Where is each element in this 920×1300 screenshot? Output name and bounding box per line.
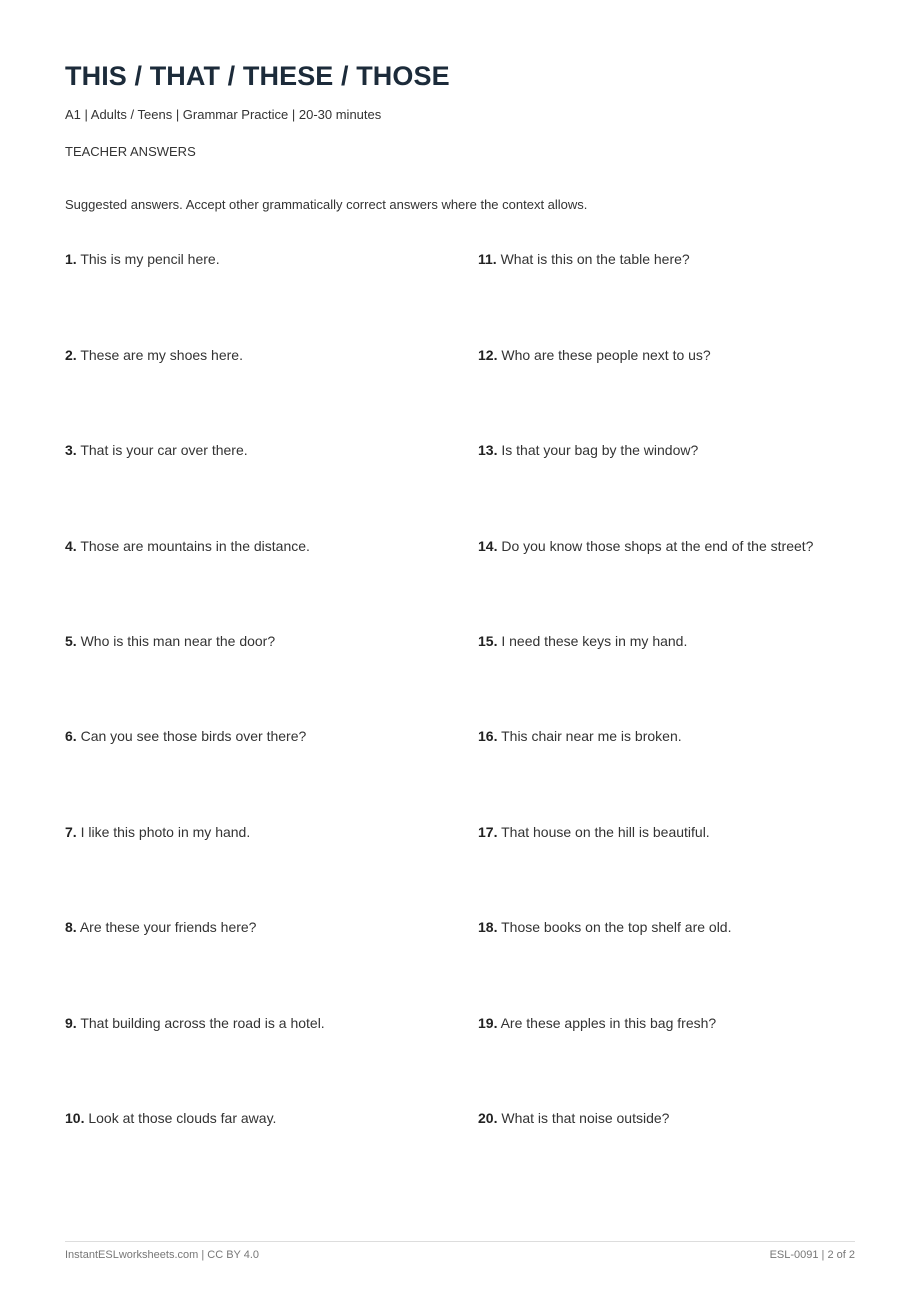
answer-text: That is your car over there.	[80, 442, 248, 458]
answer-item	[478, 918, 731, 936]
answer-item	[65, 918, 256, 936]
answer-number: 12.	[478, 347, 498, 363]
answer-number: 3.	[65, 442, 77, 458]
answer-item	[478, 823, 710, 841]
answer-number: 4.	[65, 538, 77, 554]
answer-text: Do you know those shops at the end of the street?	[501, 538, 814, 554]
answer-text: That house on the hill is beautiful.	[501, 824, 710, 840]
answer-number: 9.	[65, 1015, 77, 1031]
answer-item	[478, 727, 682, 745]
answer-number: 6.	[65, 728, 77, 744]
answer-number: 20.	[478, 1110, 498, 1126]
answer-item	[478, 346, 711, 364]
answer-item	[478, 1109, 669, 1127]
answer-item	[478, 1014, 716, 1032]
answer-item	[65, 441, 248, 459]
answer-number: 13.	[478, 442, 498, 458]
answer-item	[65, 346, 243, 364]
answer-item	[65, 727, 306, 745]
answer-number: 11.	[478, 251, 497, 267]
answer-item	[65, 823, 250, 841]
answer-text: Who is this man near the door?	[80, 633, 276, 649]
answer-text: Those are mountains in the distance.	[80, 538, 310, 554]
answer-text: Are these apples in this bag fresh?	[500, 1015, 717, 1031]
answer-text: Is that your bag by the window?	[501, 442, 699, 458]
answer-item	[478, 441, 698, 459]
worksheet-meta: A1 | Adults / Teens | Grammar Practice | 20-30 minutes	[65, 107, 382, 122]
instructions: Suggested answers. Accept other grammatically correct answers where the context allows.	[65, 197, 588, 212]
answer-item	[65, 632, 275, 650]
answer-text: Those books on the top shelf are old.	[501, 919, 732, 935]
answer-text: Who are these people next to us?	[501, 347, 711, 363]
page-title: THIS / THAT / THESE / THOSE	[65, 61, 450, 91]
answer-text: What is this on the table here?	[500, 251, 690, 267]
answer-item	[65, 1109, 276, 1127]
footer-credit: InstantESLworksheets.com | CC BY 4.0	[65, 1249, 260, 1261]
answer-text: I need these keys in my hand.	[501, 633, 688, 649]
answer-number: 16.	[478, 728, 498, 744]
answer-number: 7.	[65, 824, 77, 840]
answer-item	[65, 537, 310, 555]
answer-text: What is that noise outside?	[501, 1110, 670, 1126]
answer-text: These are my shoes here.	[80, 347, 243, 363]
answer-item	[478, 250, 690, 268]
answer-text: I like this photo in my hand.	[80, 824, 251, 840]
section-label: TEACHER ANSWERS	[65, 144, 196, 159]
answer-text: This is my pencil here.	[80, 251, 220, 267]
answer-number: 18.	[478, 919, 498, 935]
answer-number: 19.	[478, 1015, 498, 1031]
footer-divider	[65, 1241, 855, 1242]
answer-number: 17.	[478, 824, 498, 840]
worksheet-page	[65, 0, 855, 1300]
answer-text: That building across the road is a hotel.	[80, 1015, 325, 1031]
answer-item	[478, 632, 687, 650]
answer-text: Look at those clouds far away.	[88, 1110, 277, 1126]
answer-number: 1.	[65, 251, 77, 267]
answer-number: 14.	[478, 538, 498, 554]
answer-text: This chair near me is broken.	[501, 728, 682, 744]
footer-page-number: ESL-0091 | 2 of 2	[769, 1249, 855, 1261]
answer-number: 15.	[478, 633, 498, 649]
answer-number: 8.	[65, 919, 77, 935]
answer-item	[478, 537, 813, 555]
answer-text: Can you see those birds over there?	[80, 728, 307, 744]
answer-item	[65, 1014, 325, 1032]
answer-number: 10.	[65, 1110, 85, 1126]
answer-item	[65, 250, 220, 268]
answer-number: 5.	[65, 633, 77, 649]
answer-text: Are these your friends here?	[79, 919, 257, 935]
answer-number: 2.	[65, 347, 77, 363]
